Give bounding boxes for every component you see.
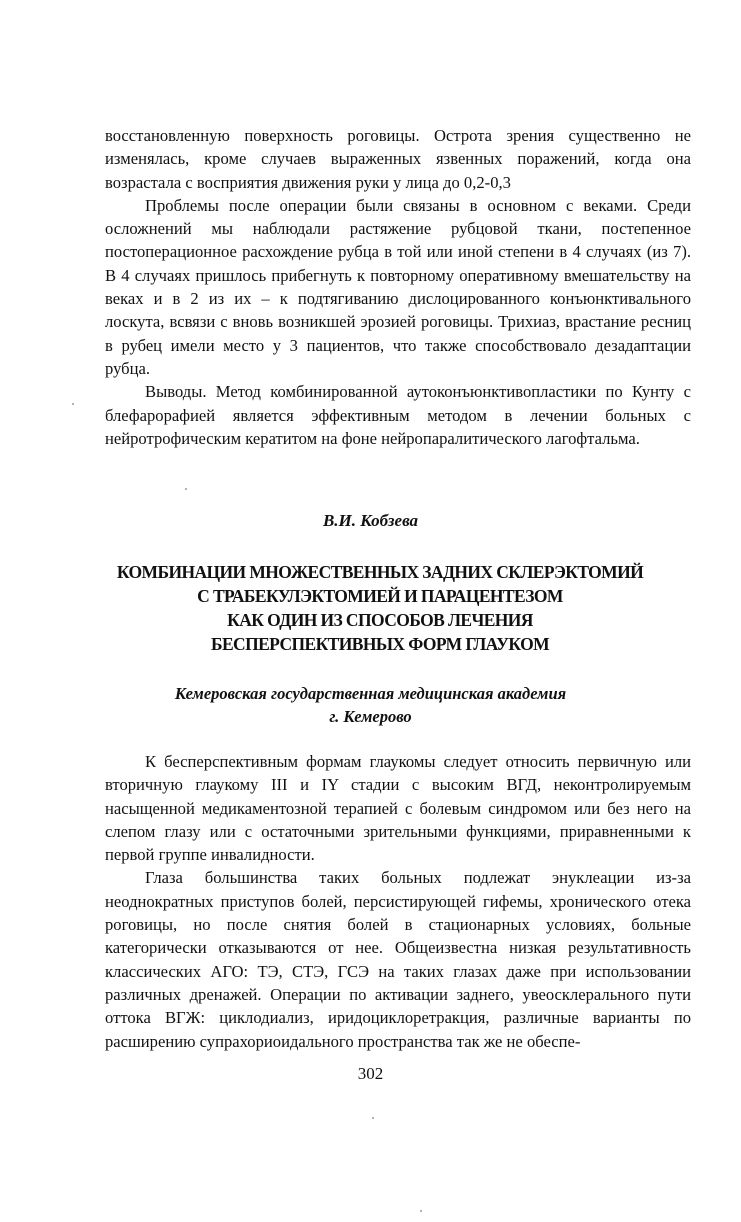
affiliation-city: г. Кемерово [329,707,412,726]
paragraph: восстановленную поверхность роговицы. Острота зрения существенно не изменялась, кроме случаев выраженных язвенных поражений, когда она возрастала с восприятия движения руки у лица до 0,2-0,3 [105,126,691,192]
article-author: В.И. Кобзева [322,511,419,530]
scan-speck [72,403,74,405]
article-title-line: КОМБИНАЦИИ МНОЖЕСТВЕННЫХ ЗАДНИХ СКЛЕРЭКТОМИЙ [116,562,644,582]
continued-text-section [105,124,691,450]
scan-speck [420,1210,422,1212]
page-number: 302 [357,1064,384,1083]
article-title-line: КАК ОДИН ИЗ СПОСОБОВ ЛЕЧЕНИЯ [227,610,533,630]
affiliation-institution: Кемеровская государственная медицинская академия [174,684,567,703]
article-affiliation [0,682,741,728]
scan-speck [185,488,187,490]
scan-speck [372,1117,374,1119]
paragraph: Глаза большинства таких больных подлежат энуклеации из-за неоднократных приступов болей, персистирующей гифемы, хронического отека роговицы, но после снятия болей в стационарных условиях, больные категорически отказываются от нее. Общеизвестна низкая результативность классических АГО: ТЭ, СТЭ, ГСЭ на таких глазах даже при использовании различных дренажей. Операции по активации заднего, увеосклерального пути оттока ВГЖ: циклодиализ, иридоциклоретракция, различные варианты по расширению супрахориоидального пространства так же не обеспе- [105,868,691,1051]
paragraph: К бесперспективным формам глаукомы следует относить первичную или вторичную глаукому III и IY стадии с высоким ВГД, неконтролируемым насыщенной медикаментозной терапией с болевым синдромом или без него на слепом глазу или с остаточными зрительными функциями, приравненными к первой группе инвалидности. [105,752,691,865]
article-title-line: БЕСПЕРСПЕКТИВНЫХ ФОРМ ГЛАУКОМ [210,634,549,654]
article-body [105,750,691,1053]
paragraph: Выводы. Метод комбинированной аутоконъюнктивопластики по Кунту с блефарорафией является эффективным методом в лечении больных с нейротрофическим кератитом на фоне нейропаралитического лагофтальма. [105,382,691,448]
article-title [60,560,700,656]
paragraph: Проблемы после операции были связаны в основном с веками. Среди осложнений мы наблюдали растяжение рубцовой ткани, постепенное постоперационное расхождение рубца в той или иной степени в 4 случаях (из 7). В 4 случаях пришлось прибегнуть к повторному оперативному вмешательству на веках и в 2 из их – к подтягиванию дислоцированного конъюнктивального лоскута, всвязи с вновь возникшей эрозией роговицы. Трихиаз, врастание ресниц в рубец имели место у 3 пациентов, что также способствовало дезадаптации рубца. [105,195,691,378]
article-title-line: С ТРАБЕКУЛЭКТОМИЕЙ И ПАРАЦЕНТЕЗОМ [197,586,563,606]
